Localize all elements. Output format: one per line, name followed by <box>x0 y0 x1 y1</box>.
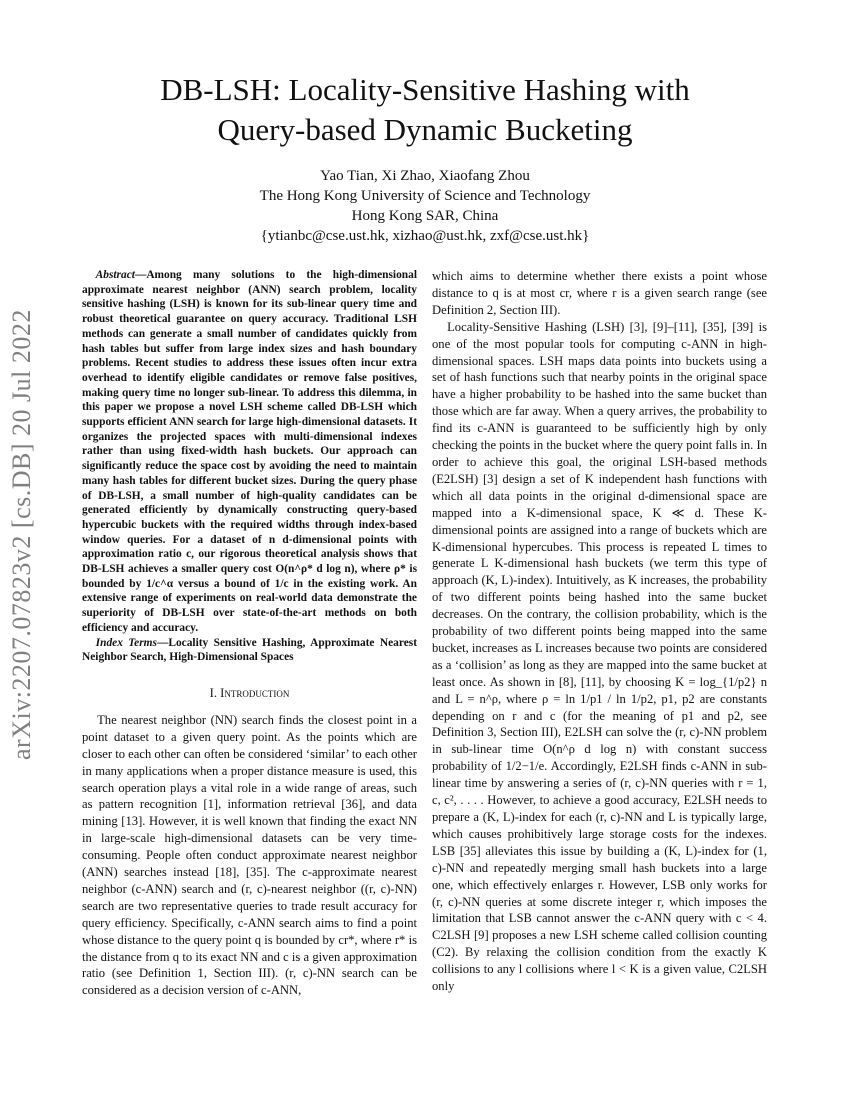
index-terms-text: —Locality Sensitive Hashing, Approximate Nearest Neighbor Search, High-Dimensional Spaces <box>82 636 417 664</box>
title-line-1: DB-LSH: Locality-Sensitive Hashing with <box>160 72 690 107</box>
right-column <box>432 268 767 995</box>
author-emails: {ytianbc@cse.ust.hk, xizhao@ust.hk, zxf@cse.ust.hk} <box>260 228 590 244</box>
index-terms-label: Index Terms <box>95 636 157 649</box>
left-column <box>82 268 417 999</box>
title-line-2: Query-based Dynamic Bucketing <box>217 112 633 147</box>
arxiv-identifier: arXiv:2207.07823v2 [cs.DB] 20 Jul 2022 <box>7 309 36 760</box>
section-heading-introduction: I. Introduction <box>209 685 290 700</box>
author-block <box>100 166 750 246</box>
author-names: Yao Tian, Xi Zhao, Xiaofang Zhou <box>320 168 530 184</box>
intro-paragraph-lsh: Locality-Sensitive Hashing (LSH) [3], [9]–[11], [35], [39] is one of the most popular tools for computing c-ANN in high-dimensional spaces. LSH maps data points into buckets using a set of hash functions such that nearby points in the original space have a higher probability to be hashed into the same bucket than those which are far away. When a query arrives, the probability to find its c-ANN is guaranteed to be sufficiently high by only checking the points in the bucket where the query point falls in. In order to achieve this goal, the original LSH-based methods (E2LSH) [3] design a set of K independent hash functions with which all data points in the original d-dimensional space are mapped into a K-dimensional space, K ≪ d. These K-dimensional points are assigned into a range of buckets which are K-dimensional hypercubes. This process is repeated L times to generate L K-dimensional hash buckets (we term this type of approach (K, L)-index). Intuitively, as K increases, the probability of two different points being hashed into the same bucket decreases. On the contrary, the collision probability, which is the probability of two different points being mapped into the same bucket, increases as L increases because two points are considered as a ‘collision’ as long as they are mapped into the same bucket at least once. As shown in [8], [11], by choosing K = log_{1/p2} n and L = n^ρ, where ρ = ln 1/p1 / ln 1/p2, p1, p2 are constants depending on r and c (for the meaning of p1 and p2, see Definition 3, Section III), E2LSH can solve the (r, c)-NN problem in sub-linear time O(n^ρ d log n) with constant success probability of 1/2−1/e. Accordingly, E2LSH finds c-ANN in sub-linear time by answering a series of (r, c)-NN queries with r = 1, c, c², . . . . However, to achieve a good accuracy, E2LSH needs to prepare a (K, L)-index for each (r, c)-NN and L is typically large, which causes prohibitively large storage costs for the indexes. LSB [35] alleviates this issue by building a (K, L)-index for (1, c)-NN and repeatedly merging small hash buckets into a large one, which effectively enlarges r. However, LSB only works for (r, c)-NN queries at some discrete integer r, which imposes the limitation that LSB cannot answer the c-ANN query with c < 4. C2LSH [9] proposes a new LSH scheme called collision counting (C2). By relaxing the collision condition from the exactly K collisions to any l collisions where l < K is a given value, C2LSH only <box>432 319 767 994</box>
intro-paragraph-1: The nearest neighbor (NN) search finds the closest point in a point dataset to a given query point. As the points which are closer to each other can often be considered ‘similar’ to each other in many applications when a proper distance measure is used, this search operation plays a vital role in a wide range of areas, such as pattern recognition [1], information retrieval [36], and data mining [13]. However, it is well known that finding the exact NN in large-scale high-dimensional datasets can be very time-consuming. People often conduct approximate nearest neighbor (ANN) searches instead [18], [35]. The c-approximate nearest neighbor (c-ANN) search and (r, c)-nearest neighbor ((r, c)-NN) search are two representative queries to trade result accuracy for query efficiency. Specifically, c-ANN search aims to find a point whose distance to the query point q is bounded by cr*, where r* is the distance from q to its exact NN and c is a given approximation ratio (see Definition 1, Section III). (r, c)-NN search can be considered as a decision version of c-ANN, <box>82 712 417 998</box>
abstract <box>82 268 417 636</box>
location: Hong Kong SAR, China <box>351 208 499 224</box>
intro-paragraph-continuation: which aims to determine whether there exists a point whose distance to q is at most cr, where r is a given search range (see Definition 2, Section III). <box>432 269 767 317</box>
paper-title <box>100 70 750 150</box>
index-terms <box>82 636 417 665</box>
abstract-text: —Among many solutions to the high-dimensional approximate nearest neighbor (ANN) search problem, locality sensitive hashing (LSH) is known for its sub-linear query time and robust theoretical guarantee on query accuracy. Traditional LSH methods can generate a small number of candidates quickly from hash tables but suffer from large index sizes and hash boundary problems. Recent studies to address these issues often incur extra overhead to identify eligible candidates or remove false positives, making query time no longer sub-linear. To address this dilemma, in this paper we propose a novel LSH scheme called DB-LSH which supports efficient ANN search for large high-dimensional datasets. It organizes the projected spaces with multi-dimensional indexes rather than using fixed-width hash buckets. Our approach can significantly reduce the space cost by avoiding the need to maintain many hash tables for different bucket sizes. During the query phase of DB-LSH, a small number of high-quality candidates can be generated efficiently by dynamically constructing query-based hypercubic buckets with the required widths through index-based window queries. For a dataset of n d-dimensional points with approximation ratio c, our rigorous theoretical analysis shows that DB-LSH achieves a smaller query cost O(n^ρ* d log n), where ρ* is bounded by 1/c^α versus a bound of 1/c in the existing work. An extensive range of experiments on real-world data demonstrate the superiority of DB-LSH over state-of-the-art methods on both efficiency and accuracy. <box>82 269 417 634</box>
affiliation: The Hong Kong University of Science and Technology <box>259 188 591 204</box>
abstract-label: Abstract <box>95 269 135 281</box>
